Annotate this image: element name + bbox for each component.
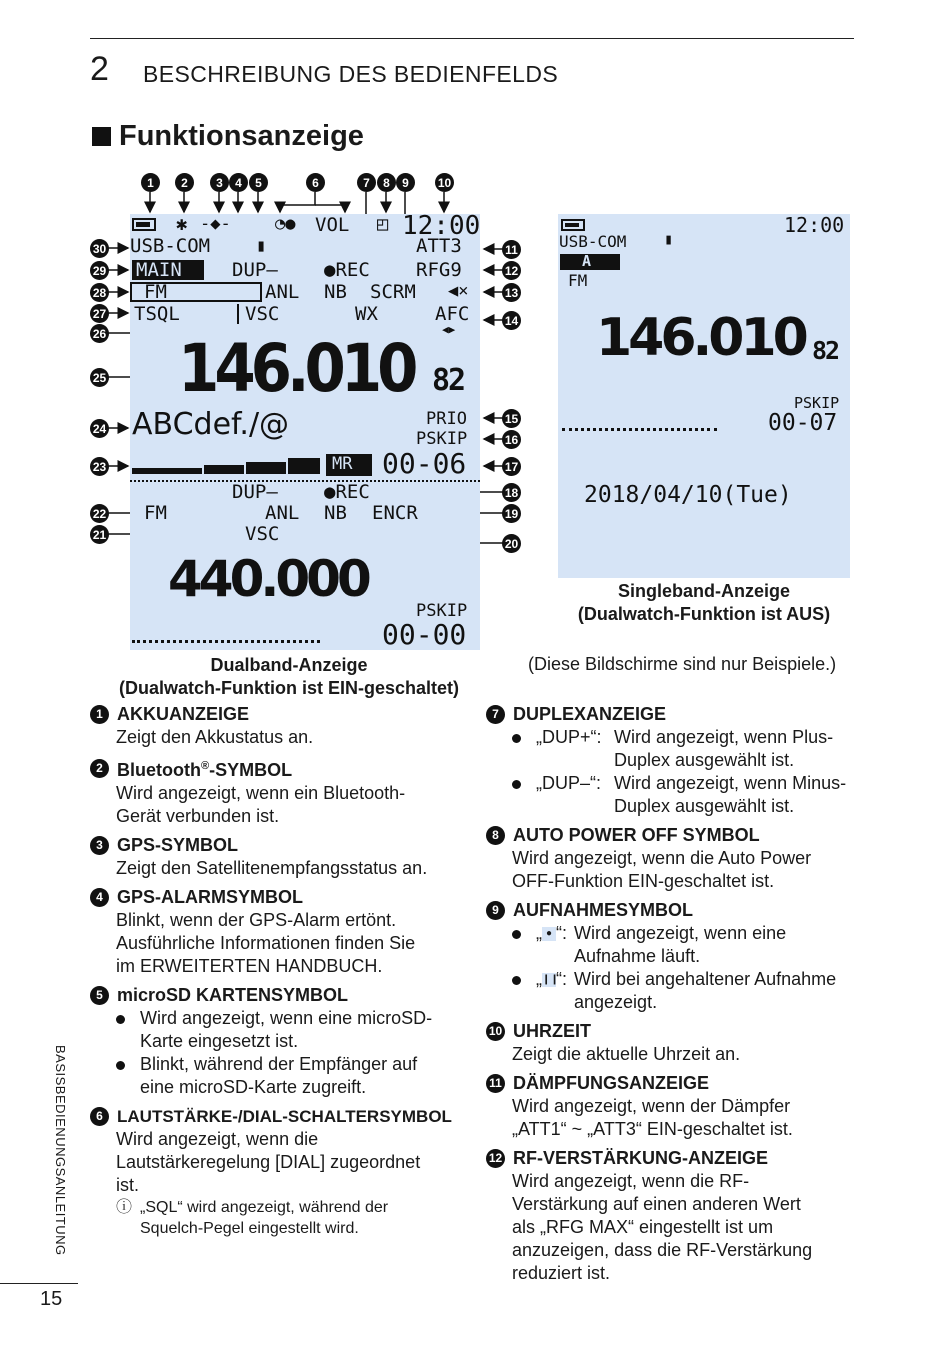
callout-21: 21 [90,525,109,544]
bullet-icon [512,968,536,1014]
item-body: Zeigt die aktuelle Uhrzeit an. [512,1044,741,1064]
section-title-text: Funktionsanzeige [119,120,364,152]
sub-s-meter [132,640,320,644]
item-number: 2 [90,759,109,778]
dial-icon: ◔● [275,214,296,234]
dualband-caption-line2: (Dualwatch-Funktion ist EIN-geschaltet) [118,678,460,698]
chapter-number: 2 [90,50,109,88]
memory-name: ABCdef./@ [132,407,290,442]
callout-27: 27 [90,304,109,323]
single-frequency: 146.010 [596,308,805,368]
item-body: Wird angezeigt, wenn die Lautstärkeregelung [DIAL] zugeordnet ist. [116,1129,421,1195]
main-frequency: 146.010 [178,330,414,407]
single-frequency-khz: 82 [812,336,839,365]
item-body: Zeigt den Satellitenempfangsstatus an. [116,858,428,878]
callout-3: 3 [210,173,229,192]
single-channel-number: 00-07 [768,410,838,436]
callout-5: 5 [249,173,268,192]
singleband-caption-line1: Singleband-Anzeige [617,581,790,601]
callout-1: 1 [141,173,160,192]
bullet-item: „ ● “: Wird angezeigt, wenn eine Aufnahme läuft. [512,922,866,968]
item-title: DUPLEXANZEIGE [513,704,667,724]
item-10 [486,1020,866,1066]
callout-26: 26 [90,324,109,343]
callout-28: 28 [90,283,109,302]
item-body: Wird angezeigt, wenn ein Bluetooth- Gerät verbunden ist. [116,783,406,826]
dualband-caption-line1: Dualband-Anzeige [210,655,368,675]
bullet-icon [116,1007,140,1053]
callout-10: 10 [435,173,454,192]
usb-com-indicator: USB-COM [130,235,211,257]
item-number: 8 [486,826,505,845]
item-title: AUTO POWER OFF SYMBOL [513,825,760,845]
bullet-item: Wird angezeigt, wenn eine microSD- Karte eingesetzt ist. [116,1007,470,1053]
bullet-icon [512,726,536,772]
callout-20: 20 [502,534,521,553]
right-column [486,703,866,1291]
battery-icon [132,218,156,231]
single-pskip-indicator: PSKIP [794,394,840,412]
single-band-indicator: A [582,252,592,270]
item-1 [90,703,470,749]
callout-24: 24 [90,419,109,438]
item-body: Wird angezeigt, wenn die RF- Verstärkung auf einen anderen Wert als „RFG MAX“ eingestellt ist um anzuzeigen, dass die RF-Verstärkung reduziert ist. [512,1171,813,1283]
item-number: 9 [486,901,505,920]
item-title: GPS-ALARMSYMBOL [117,887,303,907]
item-6 [90,1105,470,1239]
pskip-indicator: PSKIP [416,429,468,449]
item-8 [486,824,866,893]
callout-29: 29 [90,261,109,280]
nb-indicator: NB [324,281,347,303]
single-battery-icon [561,219,585,231]
item-body: Wird angezeigt, wenn die Auto Power OFF-Funktion EIN-geschaltet ist. [512,848,812,891]
callout-16: 16 [502,430,521,449]
single-usb-com-indicator: USB-COM [559,232,627,251]
main-indicator: MAIN [136,259,182,281]
callout-6: 6 [306,173,325,192]
record-icon: ● [542,927,556,941]
item-number: 6 [90,1107,109,1126]
sub-mode-indicator: FM [144,502,167,524]
item-number: 4 [90,888,109,907]
callout-11: 11 [502,240,521,259]
item-number: 3 [90,836,109,855]
singleband-caption-line2: (Dualwatch-Funktion ist AUS) [577,604,831,624]
example-note: (Diese Bildschirme sind nur Beispiele.) [528,654,837,674]
attenuator-indicator: ATT3 [416,235,462,257]
side-label: BASISBEDIENUNGSANLEITUNG [53,1045,68,1256]
duplex-indicator: DUP– [232,259,278,281]
tone-box-divider [237,304,239,324]
dualband-caption [96,654,482,700]
single-clock: 12:00 [784,214,845,237]
record-indicator: ●REC [324,259,370,281]
dualband-display [130,214,480,650]
priority-indicator: PRIO [426,409,467,429]
callout-17: 17 [502,457,521,476]
item-body: Wird angezeigt, wenn der Dämpfer „ATT1“ ~ „ATT3“ EIN-geschaltet ist. [512,1096,793,1139]
item-number: 10 [486,1022,505,1041]
item-4 [90,886,470,978]
item-body: Zeigt den Akkustatus an. [116,727,314,747]
clock: 12:00 [402,214,480,241]
item-11 [486,1072,866,1141]
item-number: 11 [486,1074,505,1093]
item-title: Bluetooth®-SYMBOL [117,760,293,780]
gps-icon: -◆- [200,214,231,234]
single-mode-indicator: FM [568,271,588,290]
item-number: 5 [90,986,109,1005]
main-frequency-khz: 82 [432,363,465,398]
callout-15: 15 [502,409,521,428]
anl-indicator: ANL [265,281,300,303]
tone-squelch-indicator: TSQL [134,303,180,325]
page-number: 15 [40,1288,63,1310]
afc-arrows-icon: ◀▶ [442,323,456,336]
callout-7: 7 [357,173,376,192]
item-title: UHRZEIT [513,1021,591,1041]
bluetooth-icon: ✱ [176,214,188,235]
item-title: RF-VERSTÄRKUNG-ANZEIGE [513,1148,768,1168]
callout-8: 8 [377,173,396,192]
item-12 [486,1147,866,1285]
encryption-indicator: ENCR [372,502,418,524]
bullet-item: „DUP+“: Wird angezeigt, wenn Plus- Duplex ausgewählt ist. [512,726,866,772]
bullet-icon [116,1053,140,1099]
callout-25: 25 [90,368,109,387]
page-rule [0,1283,78,1284]
item-body: Blinkt, wenn der GPS-Alarm ertönt. Ausführliche Informationen finden Sie im ERWEITERTEN HANDBUCH. [116,910,416,976]
microsd-icon: ▮ [256,236,267,256]
pause-icon: ❙❙ [542,974,559,986]
item-7 [486,703,866,818]
item-title: AUFNAHMESYMBOL [513,900,693,920]
callout-14: 14 [502,311,521,330]
sub-channel-number: 00-00 [382,618,467,650]
callout-30: 30 [90,239,109,258]
band-divider [130,480,480,482]
sub-vsc-indicator: VSC [245,523,280,545]
callout-9: 9 [396,173,415,192]
item-number: 12 [486,1149,505,1168]
bullet-icon [512,772,536,818]
mode-indicator: FM [144,281,167,303]
wx-indicator: WX [355,303,378,325]
item-number: 7 [486,705,505,724]
callout-23: 23 [90,457,109,476]
chapter-title: BESCHREIBUNG DES BEDIENFELDS [143,61,559,87]
single-s-meter [562,428,717,432]
s-meter [132,458,320,474]
left-column [90,703,470,1245]
bullet-item: „DUP–“: Wird angezeigt, wenn Minus- Duplex ausgewählt ist. [512,772,866,818]
bullet-icon [512,922,536,968]
single-microsd-icon: ▮ [664,230,674,248]
item-title: LAUTSTÄRKE-/DIAL-SCHALTERSYMBOL [117,1107,452,1126]
vsc-indicator: VSC [245,303,280,325]
item-number: 1 [90,705,109,724]
memory-mode-indicator: MR [332,454,353,474]
afc-indicator: AFC [435,303,470,325]
callout-4: 4 [229,173,248,192]
scrm-indicator: SCRM [370,281,416,303]
info-icon: ⓘ [116,1199,133,1216]
item-3 [90,834,470,880]
sub-anl-indicator: ANL [265,502,300,524]
item-title: AKKUANZEIGE [117,704,250,724]
callout-13: 13 [502,283,521,302]
bullet-item: „❙❙“: Wird bei angehaltener Aufnahme angezeigt. [512,968,866,1014]
volume-indicator: VOL [315,214,350,236]
singleband-caption [558,580,850,626]
rf-gain-indicator: RFG9 [416,259,462,281]
sub-record-indicator: ●REC [324,481,370,503]
callout-22: 22 [90,504,109,523]
callout-12: 12 [502,261,521,280]
item-5 [90,984,470,1099]
callout-18: 18 [502,483,521,502]
item-title: GPS-SYMBOL [117,835,239,855]
callout-19: 19 [502,504,521,523]
item-9 [486,899,866,1014]
sub-frequency: 440.000 [168,550,368,608]
sub-pskip-indicator: PSKIP [416,601,468,621]
sub-nb-indicator: NB [324,502,347,524]
single-date: 2018/04/10(Tue) [584,482,792,508]
bullet-item: Blinkt, während der Empfänger auf eine microSD-Karte zugreift. [116,1053,470,1099]
mute-indicator: ◀× [448,281,469,301]
info-note: ⓘ „SQL“ wird angezeigt, während der Squelch-Pegel eingestellt wird. [116,1199,389,1237]
item-title: DÄMPFUNGSANZEIGE [513,1073,710,1093]
channel-number: 00-06 [382,447,467,480]
callout-2: 2 [175,173,194,192]
singleband-display [558,214,850,578]
sub-duplex-indicator: DUP– [232,481,278,503]
item-title: microSD KARTENSYMBOL [117,985,349,1005]
auto-power-off-icon: ◰ [377,214,389,235]
item-2 [90,755,470,828]
